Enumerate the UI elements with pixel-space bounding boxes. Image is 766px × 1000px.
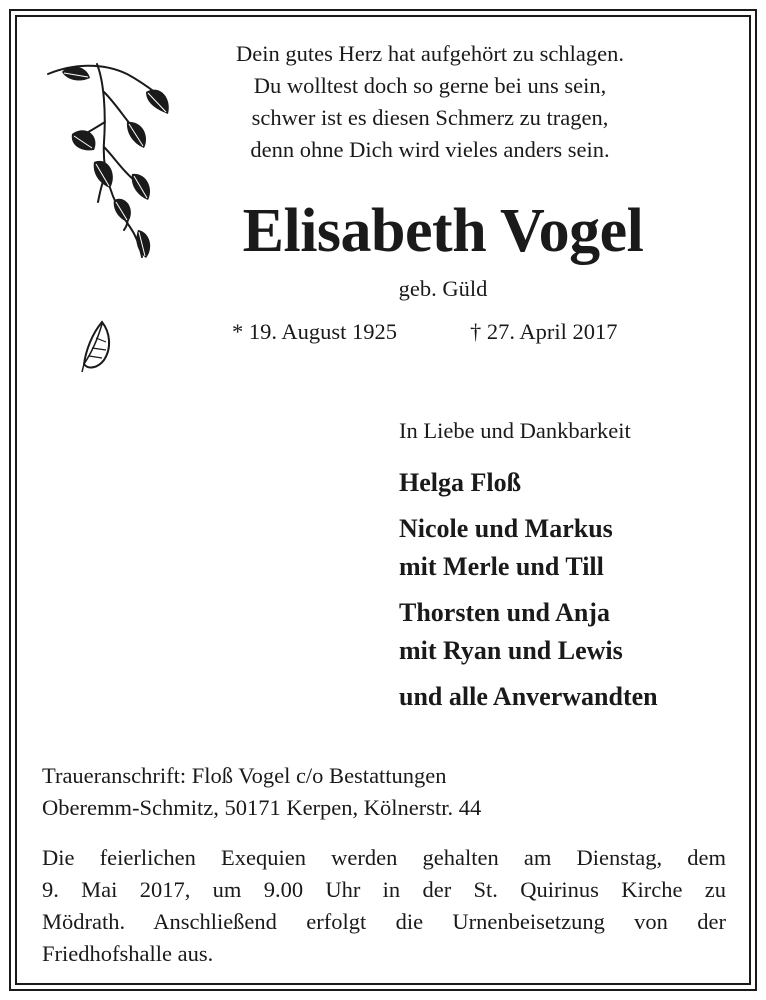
service-line: Die feierlichen Exequien werden gehalten am Dienstag, dem [42, 845, 726, 870]
birch-branch-icon [42, 52, 182, 267]
service-notice [42, 842, 726, 970]
poem-line: denn ohne Dich wird vieles anders sein. [250, 137, 610, 162]
mourner-line: mit Ryan und Lewis [399, 636, 623, 665]
address-line: Oberemm-Schmitz, 50171 Kerpen, Kölnerstr. 44 [42, 795, 482, 820]
mourners-block [399, 414, 739, 716]
poem-line: Du wolltest doch so gerne bei uns sein, [253, 73, 607, 98]
mourning-address [42, 760, 732, 824]
maiden-name: geb. Güld [398, 276, 488, 301]
mourner-group [399, 464, 739, 502]
mourner-line: mit Merle und Till [399, 552, 604, 581]
mourner-group [399, 594, 739, 670]
mourner-group [399, 678, 739, 716]
service-line: Friedhofshalle aus. [42, 941, 214, 966]
poem-line: schwer ist es diesen Schmerz zu tragen, [251, 105, 609, 130]
mourner-line: Helga Floß [399, 468, 522, 497]
service-line: 9. Mai 2017, um 9.00 Uhr in der St. Quirinus Kirche zu [42, 877, 726, 902]
address-line: Traueranschrift: Floß Vogel c/o Bestattungen [42, 763, 447, 788]
mourner-line: und alle Anverwandten [399, 682, 658, 711]
poem [180, 38, 680, 166]
poem-line: Dein gutes Herz hat aufgehört zu schlagen. [236, 41, 624, 66]
mourners-intro: In Liebe und Dankbarkeit [399, 418, 631, 443]
birth-date: * 19. August 1925 [232, 319, 398, 344]
mourner-line: Nicole und Markus [399, 514, 613, 543]
mourner-group [399, 510, 739, 586]
deceased-name: Elisabeth Vogel [242, 197, 644, 265]
mourner-line: Thorsten und Anja [399, 598, 610, 627]
falling-leaf-icon [80, 318, 116, 374]
service-line: Mödrath. Anschließend erfolgt die Urnenbeisetzung von der [42, 909, 726, 934]
death-date: † 27. April 2017 [470, 319, 618, 344]
